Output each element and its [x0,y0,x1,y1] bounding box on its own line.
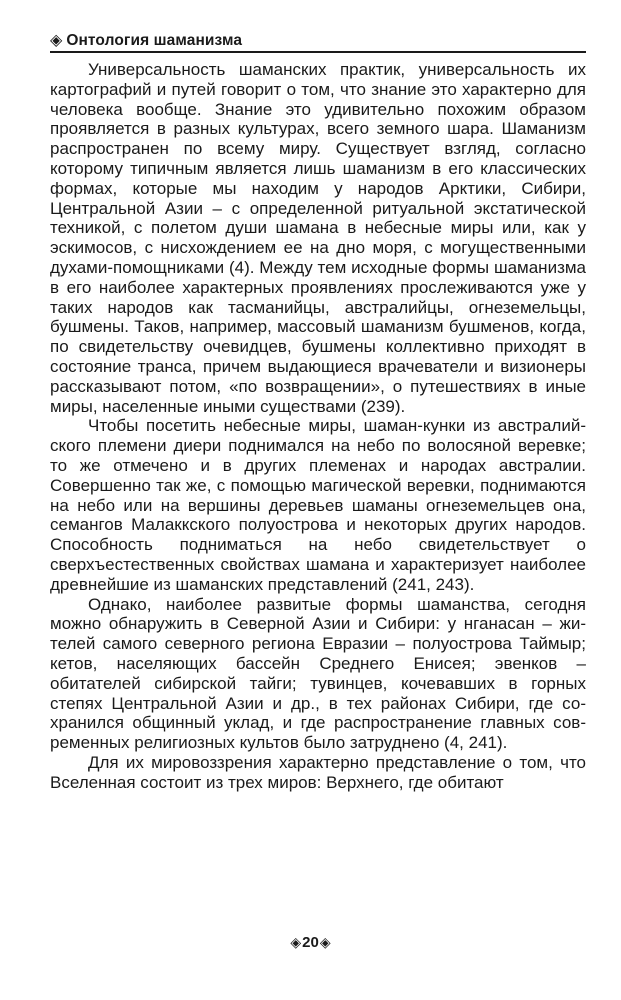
running-header [50,29,586,53]
body-text [50,60,586,792]
running-header-title: Онтология шаманизма [66,32,243,49]
paragraph: Чтобы посетить небесные миры, шаман-кунки из австралийского племени диери поднимался на небо по волосяной веревке; то же отмечено и в других племенах и народах австралии. Совершенно так же, с помощью магической веревки, поднимаются на небо или на вершины деревьев шаманы огнеземельцев она, семангов Малаккского полуострова и некоторых других народов. Способность подниматься на небо свидетельствует о сверхъестественных свойствах шамана и характеризует наиболее древнейшие из шаманских представлений (241, 243). [50,416,586,594]
page-folio [0,934,621,951]
page-number: 20 [302,934,319,951]
paragraph: Для их мировоззрения характерно представление о том, что Вселенная состоит из трех миров: Верхнего, где обитают [50,752,586,792]
paragraph: Универсальность шаманских практик, универсальность их картографий и путей говорит о том, что знание это характерно для человека вообще. Знание это удивительно похожим образом проявляется в разных культурах, всего земного шара. Шаманизм распространен по всему миру. Существует взгляд, согласно которому типичным является лишь шаманизм в его классических формах, которые мы находим у народов Арктики, Сибири, Центральной Азии – с определенной ритуальной экстатической техникой, с полетом души шамана в небесные миры или, как у эскимосов, с нисхождением ее на дно моря, с могущественными духами-помощниками (4). Между тем исходные формы шаманизма в его наиболее характерных проявлениях прослеживаются уже у таких народов как тасманийцы, австралийцы, огнеземельцы, бушмены. Таков, например, массовый шаманизм бушменов, когда, по свидетельству очевидцев, бушмены коллективно приходят в состояние транса, причем выдающиеся врачеватели и визионеры рассказывают потом, «по возвращении», о путешествиях в иные миры, населенные иными существами (239). [50,60,586,416]
diamond-ornament-icon: ◈ [50,32,63,49]
diamond-ornament-icon: ◈ [319,934,331,950]
diamond-ornament-icon: ◈ [290,934,302,950]
paragraph: Однако, наиболее развитые формы шаманства, сегодня можно обнаружить в Северной Азии и Сибири: у нганасан – жителей самого северного региона Евразии – полуострова Таймыр; кетов, населяющих бассейн Среднего Енисея; эвенков – обитателей сибирской тайги; тувинцев, кочевавших в горных степях Центральной Азии и др., в тех районах Сибири, где сохранился общинный уклад, и где распространение главных современных религиозных культов было затруднено (4, 241). [50,594,586,753]
